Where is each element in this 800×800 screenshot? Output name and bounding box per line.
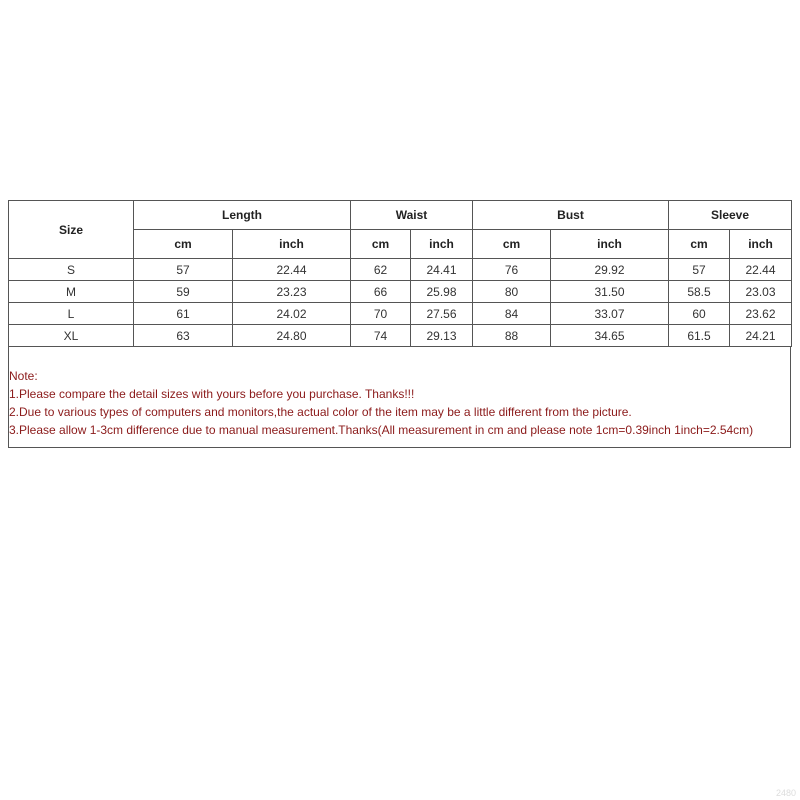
- note-line-2: 2.Due to various types of computers and monitors,the actual color of the item may be a little different from the picture.: [9, 405, 632, 419]
- size-cell: L: [9, 303, 134, 325]
- waist-inch-header: inch: [411, 230, 473, 259]
- table-row: [9, 259, 792, 281]
- table-cell: 88: [473, 325, 551, 347]
- table-cell: 58.5: [669, 281, 730, 303]
- table-cell: 24.02: [233, 303, 351, 325]
- note-line-1: 1.Please compare the detail sizes with yours before you purchase. Thanks!!!: [9, 387, 415, 401]
- waist-cm-header: cm: [351, 230, 411, 259]
- watermark: 2480: [775, 788, 796, 798]
- table-cell: 29.13: [411, 325, 473, 347]
- notes-box: [8, 347, 791, 448]
- table-cell: 25.98: [411, 281, 473, 303]
- table-cell: 59: [134, 281, 233, 303]
- table-cell: 61: [134, 303, 233, 325]
- table-row: [9, 303, 792, 325]
- table-cell: 63: [134, 325, 233, 347]
- size-cell: XL: [9, 325, 134, 347]
- table-cell: 66: [351, 281, 411, 303]
- table-cell: 61.5: [669, 325, 730, 347]
- sleeve-inch-header: inch: [730, 230, 792, 259]
- table-cell: 29.92: [551, 259, 669, 281]
- table-cell: 22.44: [730, 259, 792, 281]
- table-cell: 31.50: [551, 281, 669, 303]
- table-cell: 23.03: [730, 281, 792, 303]
- bust-cm-header: cm: [473, 230, 551, 259]
- table-cell: 57: [669, 259, 730, 281]
- length-inch-header: inch: [233, 230, 351, 259]
- table-cell: 27.56: [411, 303, 473, 325]
- table-cell: 33.07: [551, 303, 669, 325]
- table-cell: 84: [473, 303, 551, 325]
- table-cell: 34.65: [551, 325, 669, 347]
- table-cell: 60: [669, 303, 730, 325]
- group-header-row: [9, 201, 792, 230]
- table-cell: 23.23: [233, 281, 351, 303]
- bust-inch-header: inch: [551, 230, 669, 259]
- table-cell: 24.21: [730, 325, 792, 347]
- size-cell: S: [9, 259, 134, 281]
- length-cm-header: cm: [134, 230, 233, 259]
- table-cell: 23.62: [730, 303, 792, 325]
- size-table: [8, 200, 792, 347]
- table-cell: 76: [473, 259, 551, 281]
- table-cell: 70: [351, 303, 411, 325]
- table-row: [9, 281, 792, 303]
- waist-group-header: Waist: [351, 201, 473, 230]
- table-cell: 24.80: [233, 325, 351, 347]
- bust-group-header: Bust: [473, 201, 669, 230]
- size-chart: [8, 200, 791, 448]
- table-row: [9, 325, 792, 347]
- size-column-header: Size: [9, 201, 134, 259]
- size-cell: M: [9, 281, 134, 303]
- length-group-header: Length: [134, 201, 351, 230]
- table-cell: 74: [351, 325, 411, 347]
- table-cell: 24.41: [411, 259, 473, 281]
- note-title: Note:: [9, 369, 38, 383]
- table-cell: 57: [134, 259, 233, 281]
- sleeve-group-header: Sleeve: [669, 201, 792, 230]
- table-cell: 80: [473, 281, 551, 303]
- note-line-3: 3.Please allow 1-3cm difference due to manual measurement.Thanks(All measurement in cm and please note 1cm=0.39inch 1inch=2.54cm): [9, 423, 754, 437]
- table-cell: 22.44: [233, 259, 351, 281]
- table-cell: 62: [351, 259, 411, 281]
- sleeve-cm-header: cm: [669, 230, 730, 259]
